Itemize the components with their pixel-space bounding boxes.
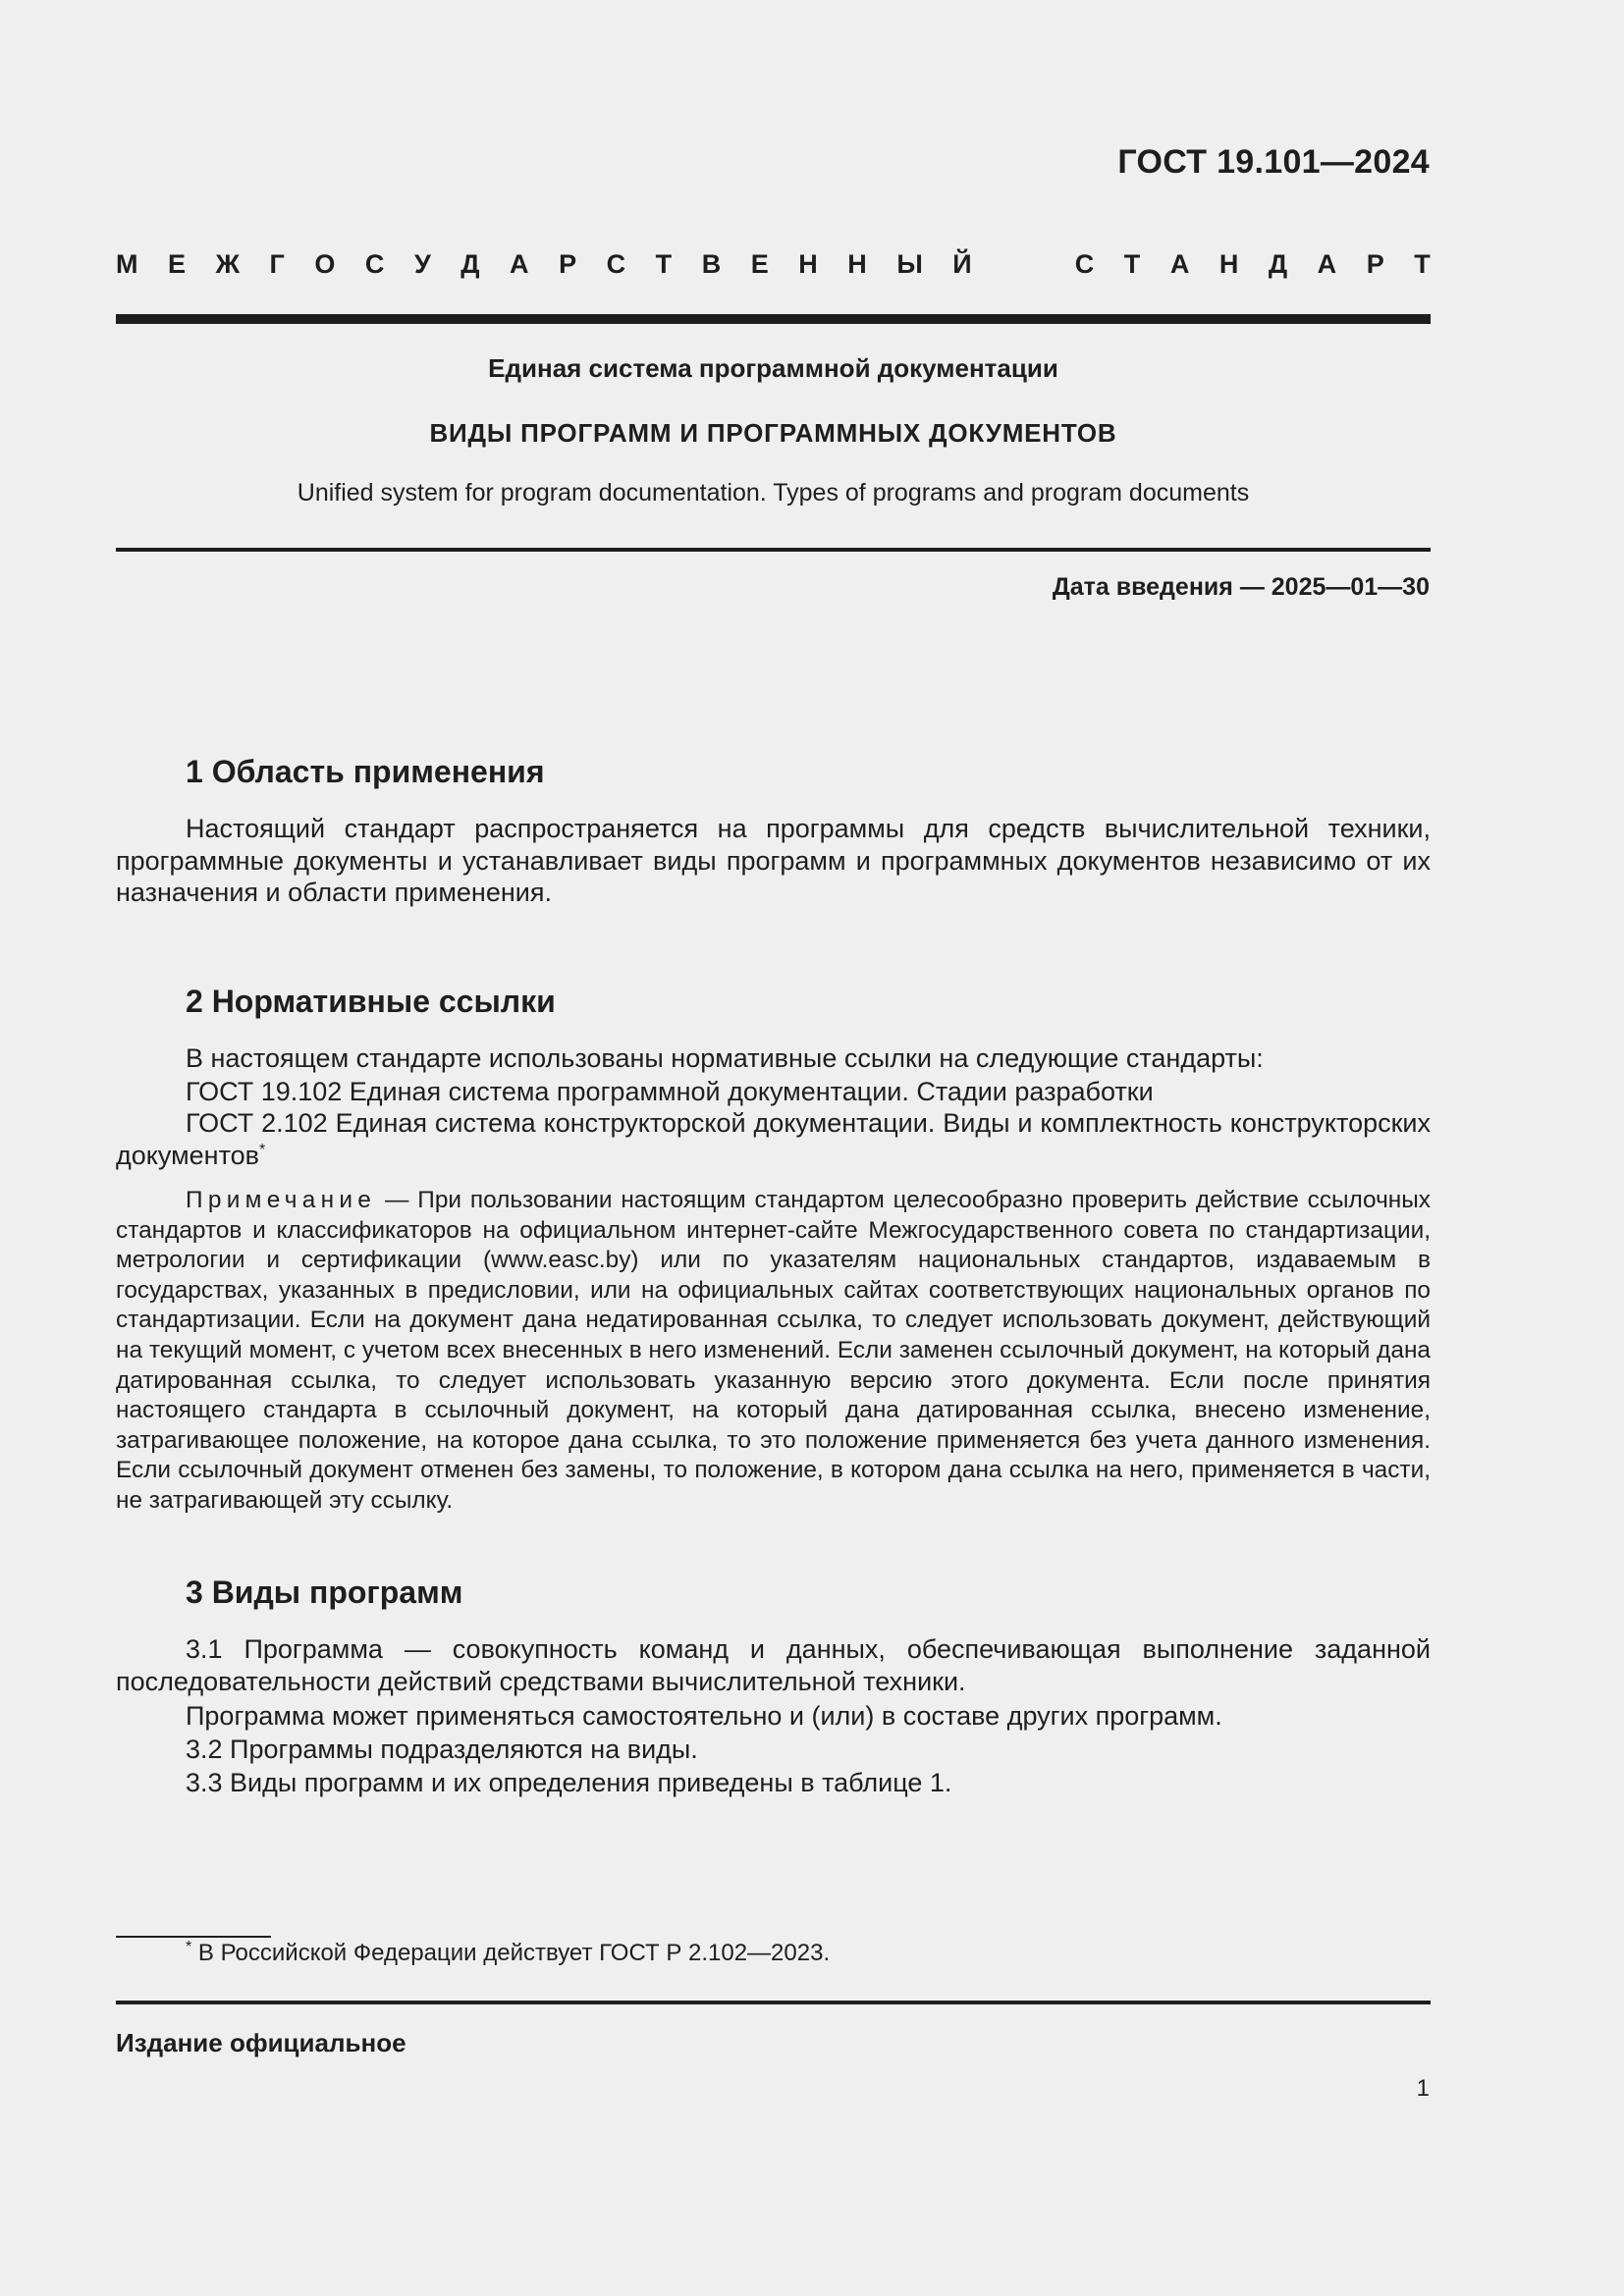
footnote-text: В Российской Федерации действует ГОСТ Р 2.102—2023. [191, 1940, 831, 1966]
footer-divider [116, 2001, 1431, 2004]
heading-letter: Т [655, 249, 673, 279]
heading-letter: Д [1268, 249, 1288, 279]
clause-3-3: 3.3 Виды программ и их определения приведены в таблице 1. [186, 1768, 952, 1797]
heading-letter: Н [847, 249, 867, 279]
title-divider [116, 548, 1431, 552]
heading-letter: С [364, 249, 385, 279]
header-divider-thick [116, 314, 1431, 324]
heading-letter: Ы [896, 249, 923, 279]
heading-letter: Р [559, 249, 577, 279]
normative-reference-1: ГОСТ 19.102 Единая система программной документации. Стадии разработки [186, 1077, 1154, 1106]
heading-letter: У [413, 249, 431, 279]
heading-letter: Е [750, 249, 769, 279]
footnote [186, 1940, 830, 1967]
heading-letter: Т [1123, 249, 1141, 279]
page-number: 1 [1416, 2075, 1430, 2102]
official-edition-label: Издание официальное [116, 2028, 406, 2057]
document-number: ГОСТ 19.101—2024 [1117, 143, 1430, 181]
standard-type-heading [116, 249, 1431, 280]
note-label: Примечание [186, 1187, 377, 1213]
heading-letter: О [314, 249, 336, 279]
document-title: ВИДЫ ПРОГРАММ И ПРОГРАММНЫХ ДОКУМЕНТОВ [429, 418, 1117, 448]
clause-3-2: 3.2 Программы подразделяются на виды. [186, 1735, 698, 1764]
heading-letter: С [1074, 249, 1095, 279]
heading-letter: Г [269, 249, 285, 279]
word-gap [1001, 249, 1045, 280]
heading-letter: А [510, 249, 529, 279]
heading-letter: Е [168, 249, 187, 279]
heading-letter: А [1317, 249, 1337, 279]
document-title-english: Unified system for program documentation. Types of programs and program documents [297, 479, 1250, 507]
heading-letter: Д [460, 249, 480, 279]
heading-letter: Й [952, 249, 972, 279]
section-1-text: Настоящий стандарт распространяется на программы для средств вычислительной техники, программные документы и устанавливает виды программ и программных документов независимо от их назначения и области применения. [116, 814, 1431, 907]
heading-letter: А [1169, 249, 1190, 279]
clause-3-1-continued: Программа может применяться самостоятельно и (или) в составе других программ. [186, 1701, 1222, 1731]
section-1-heading: 1 Область применения [186, 754, 545, 789]
heading-letter: Н [798, 249, 818, 279]
normative-reference-2: ГОСТ 2.102 Единая система конструкторской документации. Виды и комплектность конструкторских документов* [116, 1108, 1431, 1170]
footnote-divider [116, 1936, 271, 1938]
section-2-heading: 2 Нормативные ссылки [186, 984, 556, 1019]
section-2-intro: В настоящем стандарте использованы нормативные ссылки на следующие стандарты: [186, 1043, 1264, 1073]
section-3-heading: 3 Виды программ [186, 1575, 463, 1610]
clause-3-1: 3.1 Программа — совокупность команд и данных, обеспечивающая выполнение заданной последовательности действий средствами вычислительной техники. [116, 1634, 1431, 1696]
note-text: — При пользовании настоящим стандартом целесообразно проверить действие ссылочных стандартов и классификаторов на официальном интернет-сайте Межгосударственного совета по стандартизации, метрологии и сертификации (www.easc.by) или по указателям национальных стандартов, издаваемым в государствах, указанных в предисловии, или на официальных сайтах соответствующих национальных органов по стандартизации. Если на документ дана недатированная ссылка, то следует использовать документ, действующий на текущий момент, с учетом всех внесенных в него изменений. Если заменен ссылочный документ, на который дана датированная ссылка, то следует использовать указанную версию этого документа. Если после принятия настоящего стандарта в ссылочный документ, на который дана датированная ссылка, внесено изменение, затрагивающее положение, на которое дана ссылка, то это положение применяется без учета данного изменения. Если ссылочный документ отменен без замены, то положение, в котором дана ссылка на него, применяется в части, не затрагивающей эту ссылку. [116, 1187, 1431, 1514]
heading-letter: М [116, 249, 138, 279]
heading-letter: С [606, 249, 626, 279]
heading-letter: Т [1414, 249, 1431, 279]
note-paragraph [116, 1186, 1431, 1517]
footnote-mark: * [259, 1141, 266, 1158]
heading-letter: Ж [215, 249, 240, 279]
system-name: Единая система программной документации [488, 353, 1058, 383]
heading-letter: Р [1366, 249, 1384, 279]
heading-letter: Н [1218, 249, 1239, 279]
introduction-date: Дата введения — 2025—01—30 [1052, 573, 1430, 601]
footnote-mark: * [186, 1939, 192, 1955]
heading-letter: В [701, 249, 722, 279]
